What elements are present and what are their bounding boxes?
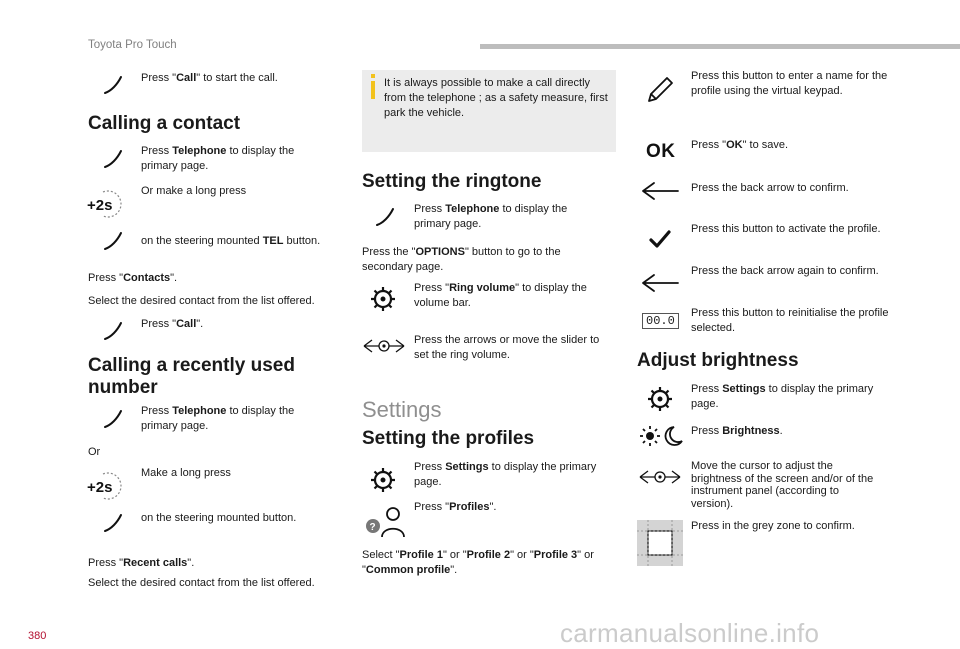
para-telephone-display: Press Telephone to display the primary page.: [141, 145, 295, 172]
para-select-contact: Select the desired contact from the list offered.: [88, 295, 315, 307]
para-long-press: Or make a long press: [141, 185, 247, 197]
para-long-press-2: Make a long press: [141, 467, 231, 479]
svg-text:+2s: +2s: [87, 197, 113, 214]
para-ringtone-telephone: Press Telephone to display the primary page.: [414, 203, 568, 230]
heading-profiles: Setting the profiles: [362, 428, 535, 449]
profile-user-icon: [364, 504, 408, 538]
brightness-sun-moon-icon: [636, 424, 684, 448]
info-icon-bar: [371, 81, 375, 99]
checkmark-icon: [648, 228, 672, 250]
slider-icon: [638, 467, 682, 487]
long-press-2s-icon: [86, 472, 128, 500]
info-callout: [362, 70, 616, 152]
para-reinitialise: Press this button to reinitialise the profile selected.: [691, 307, 889, 334]
callout-text: It is always possible to make a call directly from the telephone ; as a safety measure, first park the vehicle.: [384, 77, 608, 119]
handset-icon: [100, 406, 126, 432]
heading-ringtone: Setting the ringtone: [362, 171, 542, 192]
long-press-2s-icon: [86, 190, 128, 218]
heading-calling-contact: Calling a contact: [88, 113, 241, 134]
reset-counter-icon: 00.0: [642, 313, 679, 329]
settings-gear-icon: [645, 384, 675, 414]
para-select-contact-2: Select the desired contact from the list offered.: [88, 577, 315, 589]
para-brightness: Press Brightness.: [691, 425, 783, 437]
para-back-again: Press the back arrow again to confirm.: [691, 265, 879, 277]
para-or: Or: [88, 446, 101, 458]
para-ok-save: Press "OK" to save.: [691, 139, 789, 151]
slider-icon: [362, 336, 406, 356]
heading-brightness: Adjust brightness: [637, 350, 799, 371]
svg-text:?: ?: [369, 522, 376, 533]
para-steering-button: on the steering mounted button.: [141, 512, 297, 524]
para-call-start: Press "Call" to start the call.: [141, 72, 278, 84]
back-arrow-icon: [640, 272, 680, 294]
para-call: Press "Call".: [141, 318, 204, 330]
handset-icon: [100, 146, 126, 172]
para-back-confirm: Press the back arrow to confirm.: [691, 182, 849, 194]
heading-recent-number: Calling a recently used number: [88, 355, 295, 398]
ok-button-icon: OK: [646, 141, 676, 162]
heading-settings: Settings: [362, 397, 442, 422]
para-contacts: Press "Contacts".: [88, 272, 178, 284]
para-brightness-settings: Press Settings to display the primary page.: [691, 383, 874, 410]
para-telephone-display-2: Press Telephone to display the primary page.: [141, 405, 295, 432]
header-rule: [480, 44, 960, 49]
handset-icon: [100, 318, 126, 344]
grey-zone-icon: [637, 520, 683, 566]
running-header: Toyota Pro Touch: [88, 39, 177, 51]
para-settings-display: Press Settings to display the primary page.: [414, 461, 597, 488]
settings-gear-icon: [368, 284, 398, 314]
para-recent-calls: Press "Recent calls".: [88, 557, 195, 569]
para-select-profile: Select "Profile 1" or "Profile 2" or "Profile 3" or "Common profile".: [362, 549, 594, 576]
para-ring-volume: Press "Ring volume" to display the volume bar.: [414, 282, 587, 309]
handset-icon: [100, 72, 126, 98]
para-profiles: Press "Profiles".: [414, 501, 497, 513]
para-move-cursor: Move the cursor to adjust the brightness of the screen and/or of the instrument panel (according to version).: [691, 460, 874, 510]
info-icon: [371, 74, 375, 78]
svg-text:+2s: +2s: [87, 479, 113, 496]
settings-gear-icon: [368, 465, 398, 495]
handset-icon: [100, 510, 126, 536]
para-grey-zone: Press in the grey zone to confirm.: [691, 520, 855, 532]
page-number: 380: [28, 630, 47, 642]
para-arrows-slider: Press the arrows or move the slider to set the ring volume.: [414, 334, 600, 361]
para-enter-name: Press this button to enter a name for the profile using the virtual keypad.: [691, 70, 888, 97]
pencil-edit-icon: [644, 74, 676, 106]
para-steering-tel: on the steering mounted TEL button.: [141, 235, 321, 247]
handset-icon: [100, 228, 126, 254]
back-arrow-icon: [640, 180, 680, 202]
para-options: Press the "OPTIONS" button to go to the secondary page.: [362, 246, 561, 273]
para-activate-profile: Press this button to activate the profile.: [691, 223, 881, 235]
handset-icon: [372, 204, 398, 230]
watermark: carmanualsonline.info: [560, 618, 820, 648]
